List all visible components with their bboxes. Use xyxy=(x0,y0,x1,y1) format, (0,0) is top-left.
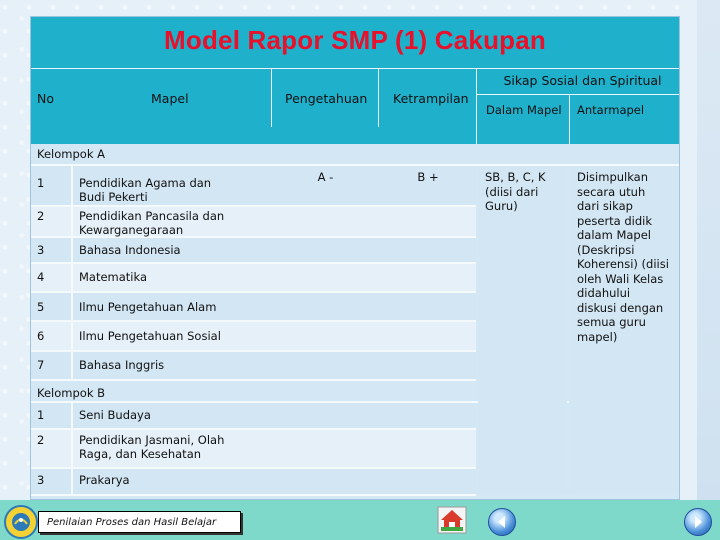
row-mapel: Matematika xyxy=(79,270,148,284)
group-label-a: Kelompok A xyxy=(37,147,105,161)
row-mapel: Pendidikan Jasmani, Olah Raga, dan Kesehatan xyxy=(79,433,225,461)
row-no: 1 xyxy=(37,176,45,190)
row-no: 1 xyxy=(37,408,45,422)
row-mapel: Prakarya xyxy=(79,473,130,487)
page-title: Model Rapor SMP (1) Cakupan xyxy=(164,25,546,55)
table-row xyxy=(31,403,476,430)
table-row xyxy=(31,207,476,238)
row-no: 4 xyxy=(37,270,45,284)
row-mapel: Pendidikan Agama dan Budi Pekerti xyxy=(79,176,212,204)
next-arrow-icon[interactable] xyxy=(684,508,712,536)
header-antar-mapel: Antarmapel xyxy=(577,103,645,117)
row-mapel: Ilmu Pengetahuan Sosial xyxy=(79,329,221,343)
row-no: 2 xyxy=(37,433,45,447)
header-ketrampilan: Ketrampilan xyxy=(393,91,469,106)
group-label-b: Kelompok B xyxy=(37,386,106,400)
row-no: 3 xyxy=(37,473,45,487)
row-mapel: Seni Budaya xyxy=(79,408,151,422)
row-no: 7 xyxy=(37,358,45,372)
table-row xyxy=(31,352,476,381)
antar-mapel-value: Disimpulkan secara utuh dari sikap peserta didik dalam Mapel (Deskripsi Koherensi) (diisi oleh Wali Kelas didahului diskusi dengan semua guru mapel) xyxy=(569,166,679,494)
row-no: 5 xyxy=(37,300,45,314)
header-no: No xyxy=(37,91,54,106)
header-dalam-mapel: Dalam Mapel xyxy=(486,103,562,117)
side-strip xyxy=(697,0,720,500)
row-mapel: Ilmu Pengetahuan Alam xyxy=(79,300,217,314)
row-no: 3 xyxy=(37,243,45,257)
table-row xyxy=(31,322,476,352)
row-mapel: Bahasa Inggris xyxy=(79,358,165,372)
group-row-a xyxy=(31,144,679,166)
header-pengetahuan: Pengetahuan xyxy=(285,91,368,106)
table-header xyxy=(31,68,679,145)
table-row xyxy=(31,238,476,264)
table-row xyxy=(31,264,476,293)
slide xyxy=(30,16,680,500)
pengetahuan-value: A - xyxy=(317,170,334,184)
dalam-mapel-value: SB, B, C, K (diisi dari Guru) xyxy=(478,166,567,494)
row-mapel: Pendidikan Pancasila dan Kewarganegaraan xyxy=(79,209,225,237)
table-row xyxy=(31,293,476,322)
home-icon[interactable] xyxy=(437,506,467,534)
row-mapel: Bahasa Indonesia xyxy=(79,243,181,257)
row-no: 6 xyxy=(37,329,45,343)
header-mapel: Mapel xyxy=(151,91,189,106)
prev-arrow-icon[interactable] xyxy=(488,508,516,536)
logo-icon xyxy=(4,505,38,539)
table-body xyxy=(31,144,679,499)
table-row xyxy=(31,430,476,469)
row-no: 2 xyxy=(37,209,45,223)
title-bar xyxy=(31,17,679,68)
header-sikap: Sikap Sosial dan Spiritual xyxy=(503,73,662,88)
footer-label: Penilaian Proses dan Hasil Belajar xyxy=(38,511,241,533)
ketrampilan-value: B + xyxy=(417,170,439,184)
table-row xyxy=(31,469,476,496)
